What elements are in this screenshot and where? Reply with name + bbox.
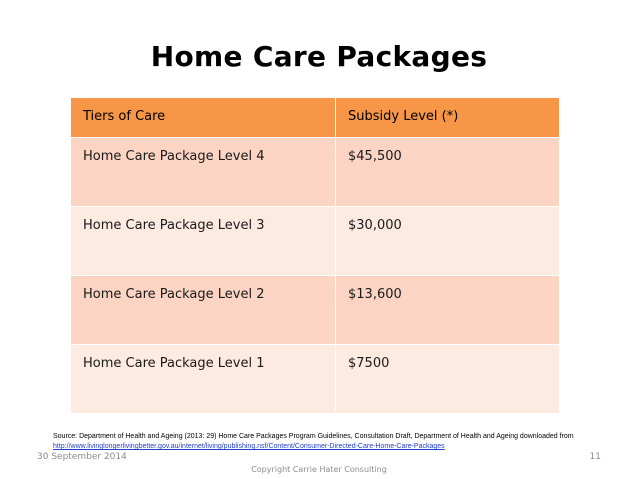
source-text: Source: Department of Health and Ageing (2013: 29) Home Care Packages Program Guidelines, Consultation Draft, Department of Health and Ageing downloaded from (53, 433, 574, 440)
footer-copyright: Copyright Carrie Hater Consulting (251, 465, 387, 474)
table-row (71, 276, 560, 345)
subsidy-cell: $30,000 (336, 207, 560, 276)
table-header-row (71, 98, 560, 138)
table-row (71, 345, 560, 414)
tier-cell: Home Care Package Level 1 (71, 345, 336, 414)
source-link[interactable]: http://www.livinglongerlivingbetter.gov.au/internet/living/publishing.nsf/Content/Consumer-Directed-Care-Home-Care-Packages (53, 443, 445, 450)
table-row (71, 207, 560, 276)
column-header-subsidy: Subsidy Level (*) (336, 98, 560, 138)
subsidy-cell: $7500 (336, 345, 560, 414)
source-citation (53, 432, 593, 452)
tier-cell: Home Care Package Level 3 (71, 207, 336, 276)
column-header-tiers: Tiers of Care (71, 98, 336, 138)
page-number: 11 (589, 452, 601, 462)
tier-cell: Home Care Package Level 4 (71, 138, 336, 207)
subsidy-cell: $13,600 (336, 276, 560, 345)
footer-date: 30 September 2014 (37, 452, 127, 462)
subsidy-cell: $45,500 (336, 138, 560, 207)
care-tiers-table (70, 97, 560, 414)
slide-title: Home Care Packages (150, 40, 488, 73)
table-row (71, 138, 560, 207)
tier-cell: Home Care Package Level 2 (71, 276, 336, 345)
